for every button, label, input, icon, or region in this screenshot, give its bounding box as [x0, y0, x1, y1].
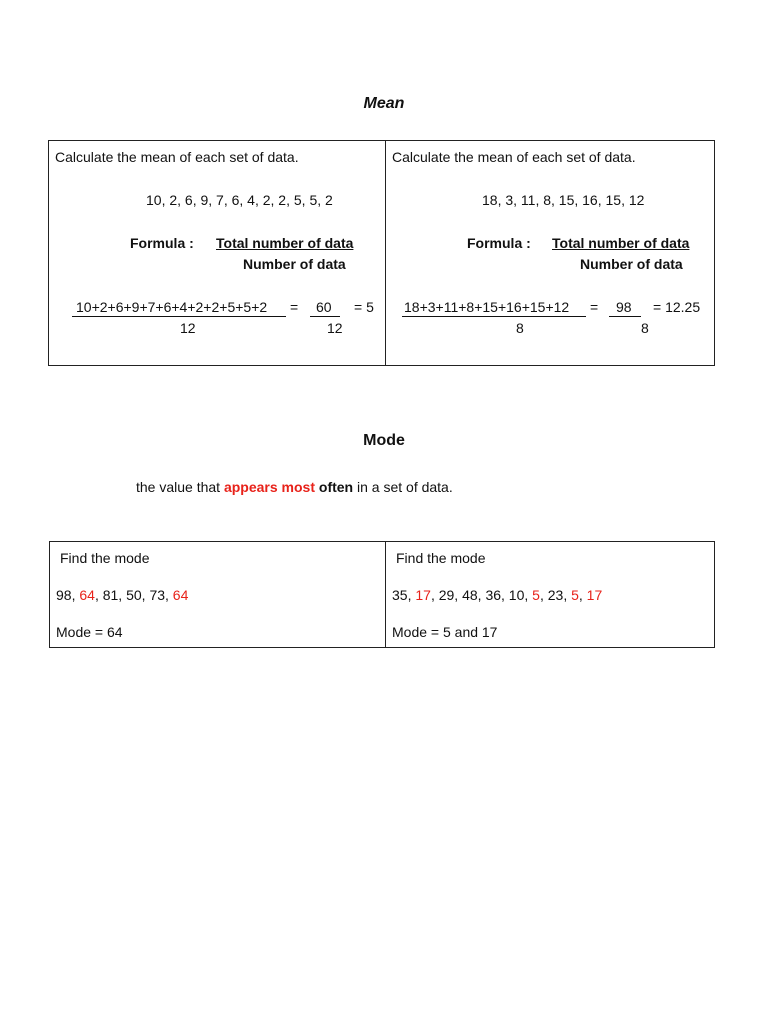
mode-definition-bold: often — [318, 479, 354, 495]
mode-right-answer: Mode = 5 and 17 — [392, 624, 498, 640]
mode-value-separator: , — [118, 587, 127, 603]
mode-value-separator: , — [94, 587, 103, 603]
mean-left-formula-label: Formula : — [130, 235, 194, 251]
mode-value: 17 — [415, 587, 431, 603]
mean-right-result: = 12.25 — [653, 299, 701, 315]
mode-value-separator: , — [71, 587, 80, 603]
mode-value-separator: , — [501, 587, 509, 603]
mean-right-fraction-line-2 — [609, 316, 641, 317]
mode-value: 50 — [126, 587, 142, 603]
mean-left-sum-value: 60 — [316, 299, 332, 315]
mean-right-formula-numerator: Total number of data — [552, 235, 690, 251]
mean-left-sum-expression: 10+2+6+9+7+6+4+2+2+5+5+2 — [76, 299, 268, 315]
mode-value-separator: , — [141, 587, 150, 603]
mode-value: 5 — [571, 587, 579, 603]
mode-value: 35 — [392, 587, 408, 603]
mode-value: 17 — [586, 587, 603, 603]
mean-right-formula-label: Formula : — [467, 235, 531, 251]
mode-value: 98 — [56, 587, 72, 603]
mean-right-sum-expression: 18+3+11+8+15+16+15+12 — [404, 299, 570, 315]
mode-value-separator: , — [563, 587, 572, 603]
mode-heading: Mode — [363, 432, 405, 449]
mean-right-denominator-2: 8 — [641, 320, 649, 336]
mode-right-prompt: Find the mode — [396, 550, 486, 566]
mode-value-separator: , — [578, 587, 587, 603]
mode-value: 73 — [149, 587, 166, 603]
mode-table-divider — [385, 541, 386, 648]
mode-value: 23 — [547, 587, 564, 603]
mode-value: 36 — [485, 587, 502, 603]
mean-right-data-set: 18, 3, 11, 8, 15, 16, 15, 12 — [482, 192, 645, 208]
mean-right-equals: = — [590, 299, 599, 315]
mode-definition-part1: the value that — [136, 479, 224, 495]
mean-right-formula-denominator: Number of data — [580, 256, 683, 272]
mode-value-separator: , — [524, 587, 533, 603]
mean-right-prompt: Calculate the mean of each set of data. — [392, 149, 636, 165]
mode-value: 48 — [462, 587, 478, 603]
mode-definition — [136, 479, 453, 495]
mode-left-prompt: Find the mode — [60, 550, 150, 566]
mean-left-prompt: Calculate the mean of each set of data. — [55, 149, 299, 165]
mean-table-divider — [385, 140, 386, 366]
mean-left-result: = 5 — [354, 299, 374, 315]
mean-left-formula-numerator: Total number of data — [216, 235, 354, 251]
mode-value-separator: , — [477, 587, 486, 603]
mode-left-values — [56, 587, 188, 603]
mode-definition-part3: in a set of data. — [353, 479, 453, 495]
mode-value: 64 — [79, 587, 95, 603]
mean-left-denominator-2: 12 — [327, 320, 343, 336]
mode-left-answer: Mode = 64 — [56, 624, 123, 640]
mode-value-separator: , — [407, 587, 416, 603]
mean-right-fraction-line — [402, 316, 586, 317]
mean-left-fraction-line — [72, 316, 286, 317]
mean-left-fraction-line-2 — [310, 316, 340, 317]
mode-value: 64 — [172, 587, 189, 603]
mode-value-separator: , — [539, 587, 548, 603]
mode-value: 81 — [102, 587, 119, 603]
mode-value: 5 — [532, 587, 540, 603]
mode-value-separator: , — [454, 587, 463, 603]
mean-left-denominator-1: 12 — [180, 320, 196, 336]
mode-right-values — [392, 587, 602, 603]
mean-right-sum-value: 98 — [616, 299, 632, 315]
mean-left-data-set: 10, 2, 6, 9, 7, 6, 4, 2, 2, 5, 5, 2 — [146, 192, 333, 208]
mean-left-equals: = — [290, 299, 299, 315]
mean-right-denominator-1: 8 — [516, 320, 524, 336]
mode-value-separator: , — [430, 587, 439, 603]
mean-left-formula-denominator: Number of data — [243, 256, 346, 272]
mode-definition-highlight: appears most — [223, 479, 315, 495]
mean-table — [48, 140, 715, 366]
mode-value: 10 — [508, 587, 525, 603]
mode-value: 29 — [438, 587, 455, 603]
mode-value-separator: , — [165, 587, 173, 603]
mean-heading: Mean — [363, 95, 405, 112]
